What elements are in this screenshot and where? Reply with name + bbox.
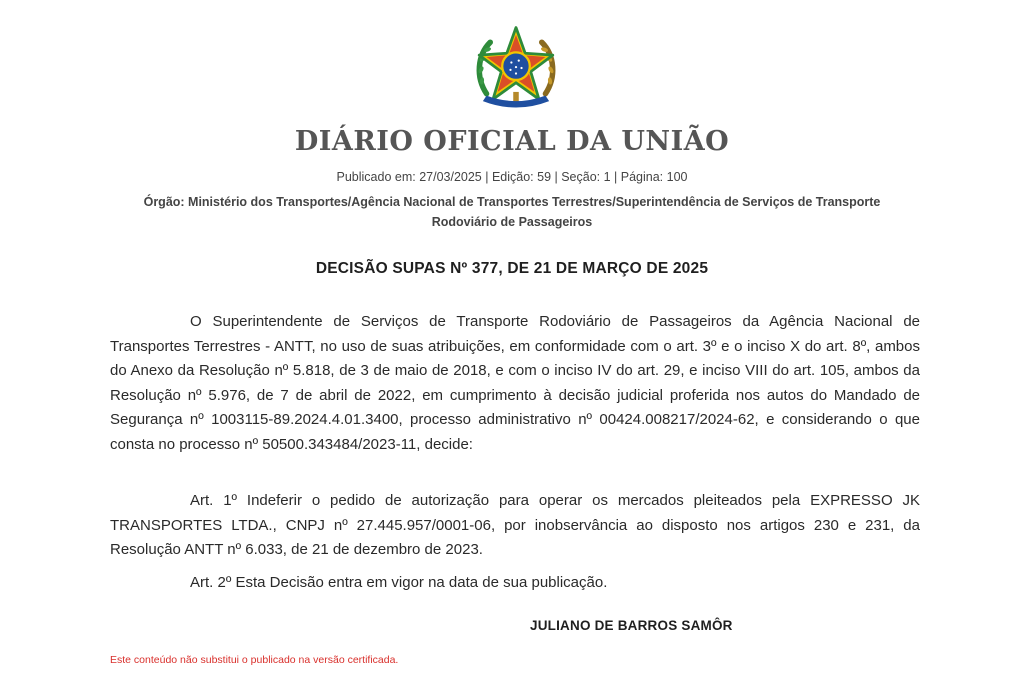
preamble-paragraph: O Superintendente de Serviços de Transporte Rodoviário de Passageiros da Agência Nacional de Transportes Terrestres - ANTT, no uso de suas atribuições, em conformidade com o art. 3º e o inciso X do art. 8º, ambos do Anexo da Resolução nº 5.818, de 3 de maio de 2018, e com o inciso IV do art. 29, e inciso VIII do art. 105, ambos da Resolução nº 5.976, de 7 de abril de 2022, em cumprimento à decisão judicial proferida nos autos do Mandado de Segurança nº 1003115-89.2024.4.01.3400, processo administrativo nº 00424.008217/2024-62, e considerando o que consta no processo nº 50500.343484/2023-11, decide: [110,313,920,453]
publication-info: Publicado em: 27/03/2025 | Edição: 59 | Seção: 1 | Página: 100 [336,170,688,184]
orgao-line: Órgão: Ministério dos Transportes/Agência Nacional de Transportes Terrestres/Superintendência de Serviços de Transporte Rodoviário de Passageiros [143,195,881,229]
masthead-title: DIÁRIO OFICIAL DA UNIÃO [294,126,730,157]
article-2-paragraph: Art. 2º Esta Decisão entra em vigor na data de sua publicação. [190,574,608,591]
certification-disclaimer: Este conteúdo não substitui o publicado na versão certificada. [110,654,399,666]
document-title: DECISÃO SUPAS Nº 377, DE 21 DE MARÇO DE 2025 [315,260,709,277]
brazil-coat-of-arms-icon [470,22,562,114]
article-1-paragraph: Art. 1º Indeferir o pedido de autorização para operar os mercados pleiteados pela EXPRESSO JK TRANSPORTES LTDA., CNPJ nº 27.445.957/0001-06, por inobservância ao disposto nos artigos 230 e 231, da Resolução ANTT nº 6.033, de 21 de dezembro de 2023. [110,492,920,558]
signer-name: JULIANO DE BARROS SAMÔR [530,618,733,633]
